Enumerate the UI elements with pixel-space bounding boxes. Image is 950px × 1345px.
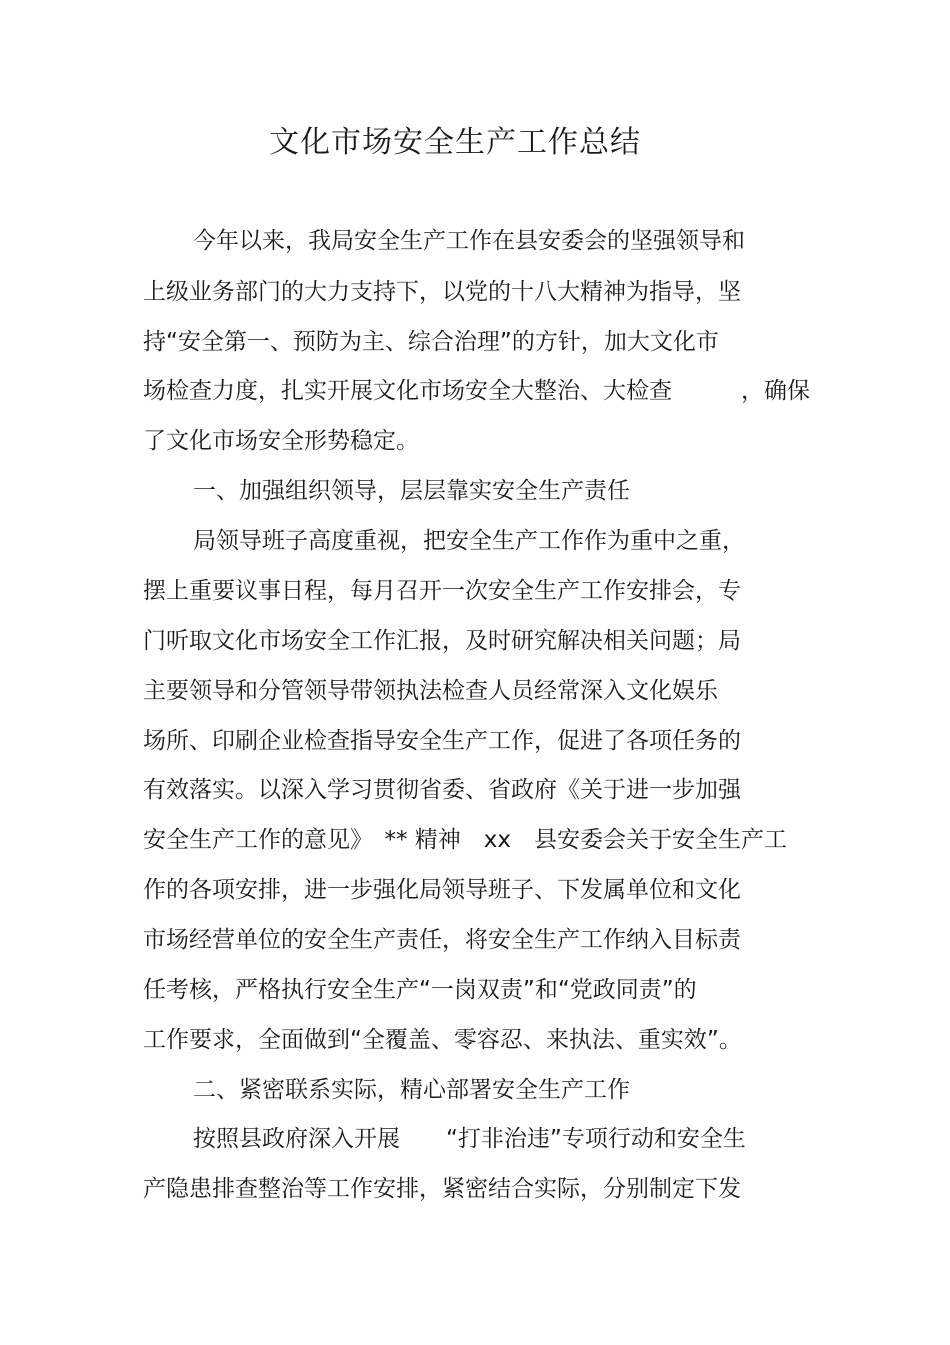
paragraph-line: 上级业务部门的大力支持下，以党的十八大精神为指导，坚 xyxy=(143,279,741,305)
paragraph-line: 摆上重要议事日程，每月召开一次安全生产工作安排会，专 xyxy=(143,578,741,604)
paragraph-line: 门听取文化市场安全工作汇报，及时研究解决相关问题；局 xyxy=(143,628,741,654)
paragraph-line: 产隐患排查整治等工作安排，紧密结合实际，分别制定下发 xyxy=(143,1176,741,1202)
paragraph-line: 局领导班子高度重视，把安全生产工作作为重中之重， xyxy=(193,528,745,554)
paragraph-line: 任考核，严格执行安全生产“一岗双责”和“党政同责”的 xyxy=(143,977,697,1003)
paragraph-line: 安全生产工作的意见》 ** 精神 xx 县安委会关于安全生产工 xyxy=(143,827,788,853)
document-title: 文化市场安全生产工作总结 xyxy=(269,125,641,160)
paragraph-line: 主要领导和分管领导带领执法检查人员经常深入文化娱乐 xyxy=(143,678,718,704)
paragraph-line: 作的各项安排，进一步强化局领导班子、下发属单位和文化 xyxy=(143,877,741,903)
paragraph-line: 工作要求，全面做到“全覆盖、零容忍、来执法、重实效”。 xyxy=(143,1027,742,1053)
paragraph-line: 场检查力度，扎实开展文化市场安全大整治、大检查 ，确保 xyxy=(143,378,810,404)
section-heading: 一、加强组织领导，层层靠实安全生产责任 xyxy=(193,478,630,504)
paragraph-line: 场所、印刷企业检查指导安全生产工作，促进了各项任务的 xyxy=(143,728,741,754)
paragraph-line: 了文化市场安全形势稳定。 xyxy=(143,428,419,454)
section-heading: 二、紧密联系实际，精心部署安全生产工作 xyxy=(193,1077,630,1103)
paragraph-line: 持“安全第一、预防为主、综合治理”的方针，加大文化市 xyxy=(143,329,719,355)
paragraph-line: 今年以来，我局安全生产工作在县安委会的坚强领导和 xyxy=(193,228,745,254)
paragraph-line: 按照县政府深入开展 “打非治违”专项行动和安全生 xyxy=(193,1126,746,1152)
paragraph-line: 市场经营单位的安全生产责任，将安全生产工作纳入目标责 xyxy=(143,927,741,953)
paragraph-line: 有效落实。以深入学习贯彻省委、省政府《关于进一步加强 xyxy=(143,777,741,803)
